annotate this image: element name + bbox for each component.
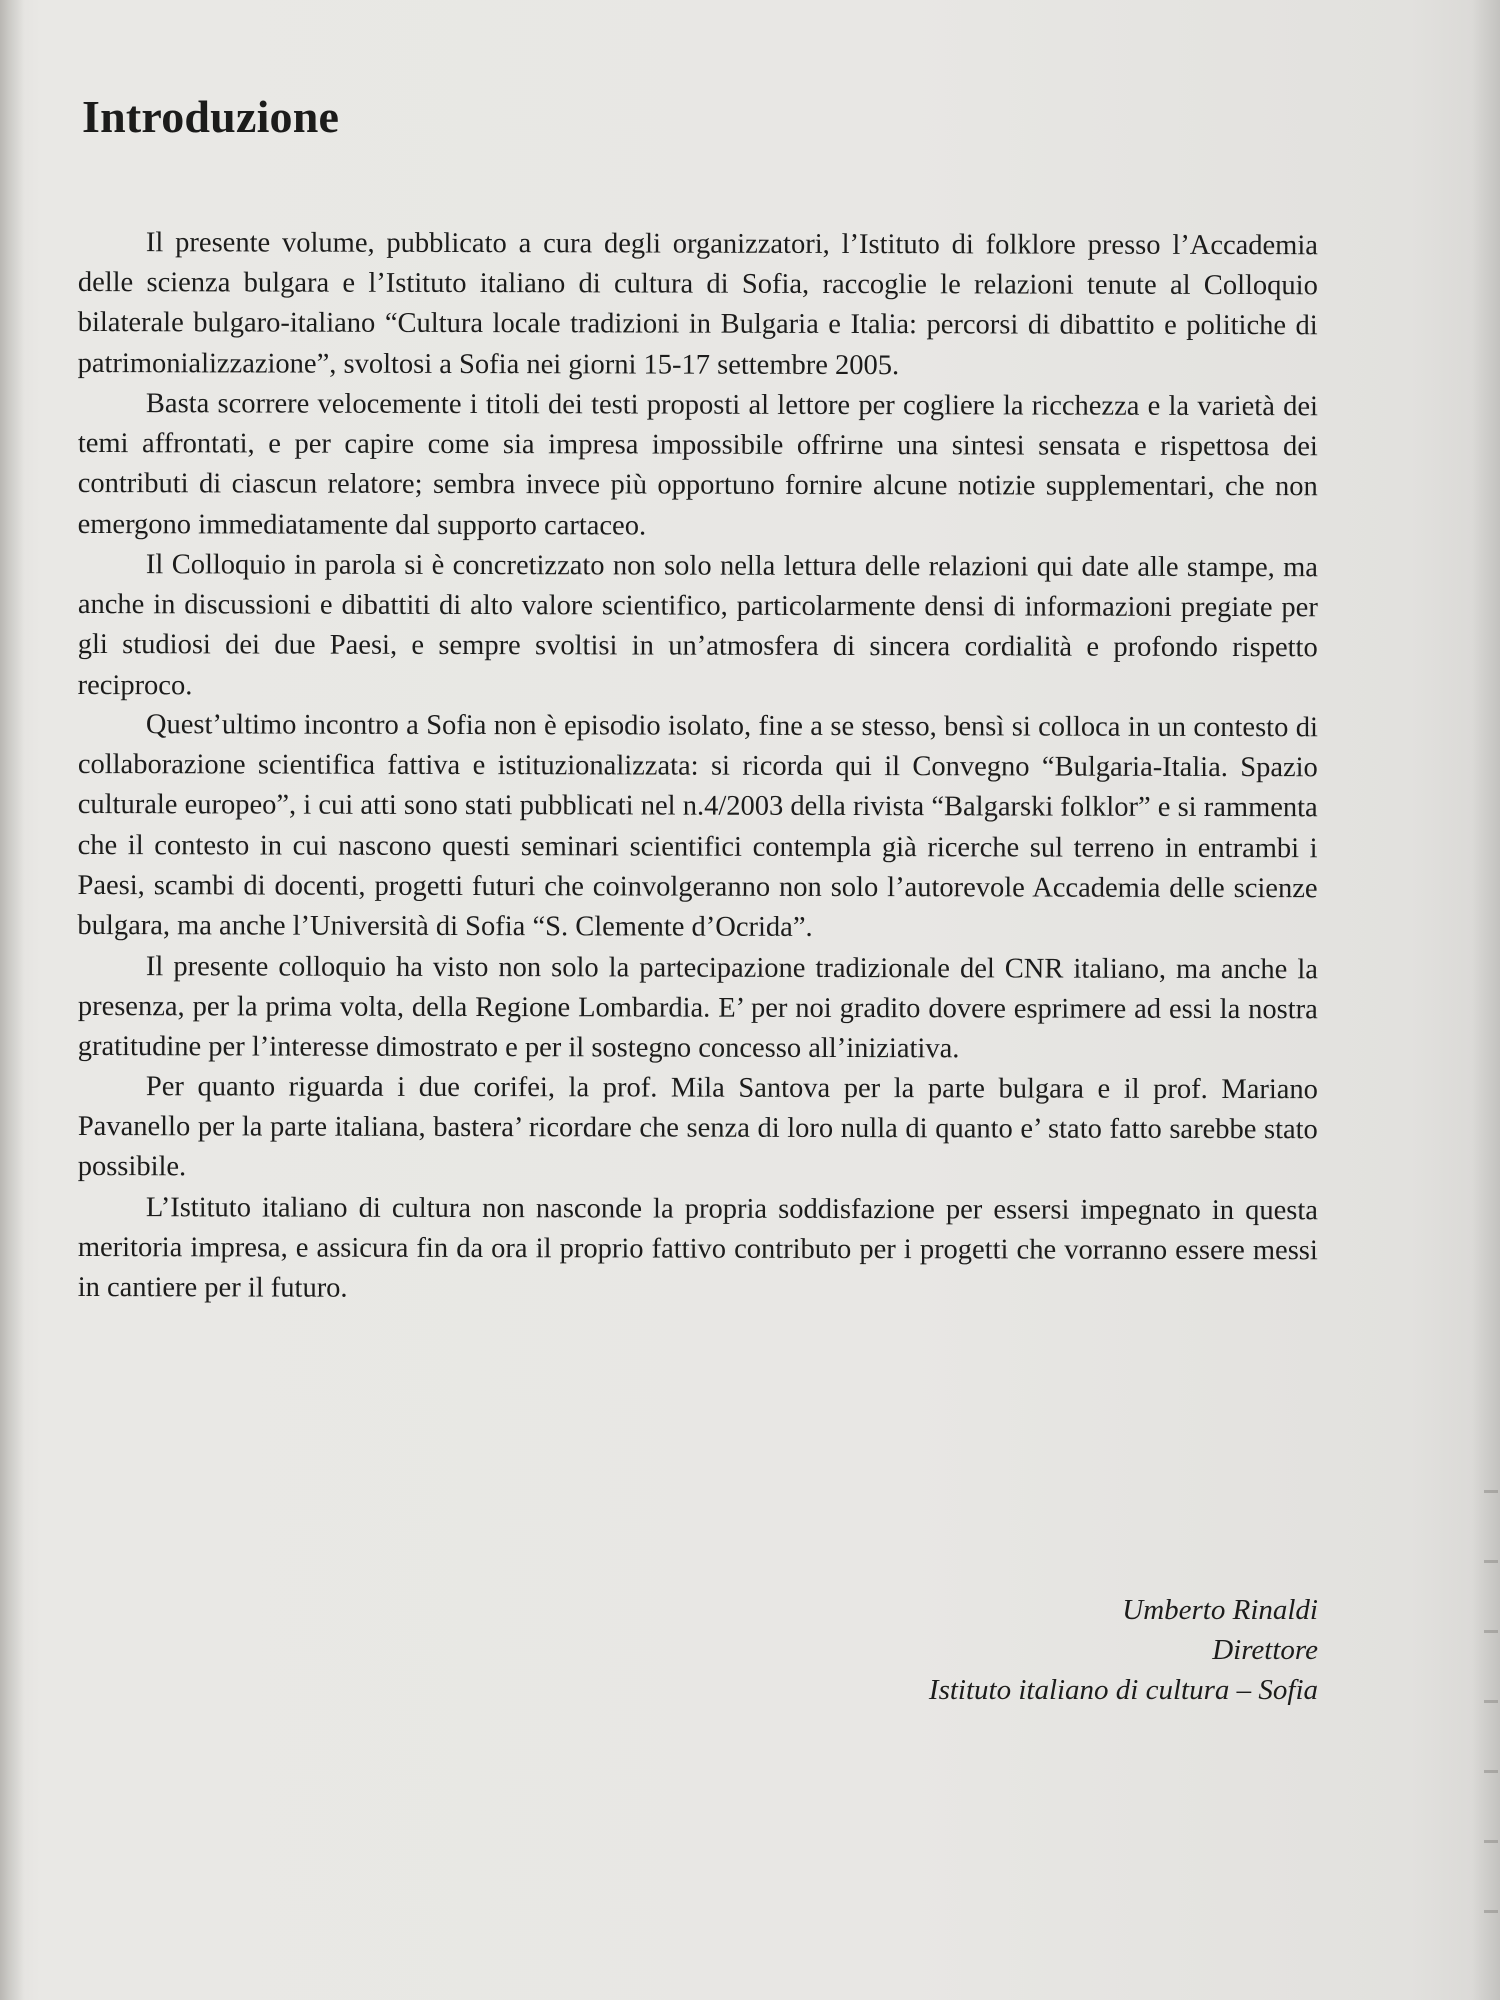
edge-mark	[1484, 1560, 1498, 1563]
edge-mark	[1484, 1840, 1498, 1843]
paragraph-7: L’Istituto italiano di cultura non nasconde la propria soddisfazione per essersi impegnato in questa meritoria impresa, e assicura fin da ora il proprio fattivo contributo per i progetti che vorranno essere messi in cantiere per il futuro.	[77, 1192, 1318, 1304]
edge-mark	[1484, 1490, 1498, 1493]
edge-mark	[1484, 1630, 1498, 1633]
paragraph-4: Quest’ultimo incontro a Sofia non è episodio isolato, fine a se stesso, bensì si colloca in un contesto di collaborazione scientifica fattiva e istituzionalizzata: si ricorda qui il Convegno “Bulgaria-Italia. Spazio culturale europeo”, i cui atti sono stati pubblicati nel n.4/2003 della rivista “Balgarski folklor” e si rammenta che il contesto in cui nascono questi seminari scientifici contempla già ricerche sul terreno in entrambi i Paesi, scambi di docenti, progetti futuri che coinvolgeranno non solo l’autorevole Accademia delle scienze bulgara, ma anche l’Università di Sofia “S. Clemente d’Ocrida”.	[77, 709, 1318, 944]
paragraph-1: Il presente volume, pubblicato a cura degli organizzatori, l’Istituto di folklore presso l’Accademia delle scienza bulgara e l’Istituto italiano di cultura di Sofia, raccoglie le relazioni tenute al Colloquio bilaterale bulgaro-italiano “Cultura locale tradizioni in Bulgaria e Italia: percorsi di dibattito e politiche di patrimonializzazione”, svoltosi a Sofia nei giorni 15-17 settembre 2005.	[77, 227, 1318, 381]
edge-mark	[1484, 1910, 1498, 1913]
page-left-gutter	[0, 0, 24, 2000]
signature-block	[929, 1590, 1318, 1710]
edge-mark	[1484, 1770, 1498, 1773]
signature-institution: Istituto italiano di cultura – Sofia	[928, 1674, 1318, 1706]
edge-mark	[1484, 1700, 1498, 1703]
paragraph-2: Basta scorrere velocemente i titoli dei testi proposti al lettore per cogliere la ricchezza e la varietà dei temi affrontati, e per capire come sia impresa impossibile offrirne una sintesi sensata e rispettosa dei contributi di ciascun relatore; sembra invece più opportuno fornire alcune notizie supplementari, che non emergono immediatamente dal supporto cartaceo.	[77, 387, 1318, 541]
page-right-edge	[1472, 0, 1500, 2000]
signature-role: Direttore	[1212, 1634, 1318, 1666]
paragraph-3: Il Colloquio in parola si è concretizzato non solo nella lettura delle relazioni qui date alle stampe, ma anche in discussioni e dibattiti di alto valore scientifico, particolarmente densi di informazioni pregiate per gli studiosi dei due Paesi, e sempre svoltisi in un’atmosfera di sincera cordialità e profondo rispetto reciproco.	[77, 548, 1318, 701]
paragraph-6: Per quanto riguarda i due corifei, la prof. Mila Santova per la parte bulgara e il prof. Mariano Pavanello per la parte italiana, bastera’ ricordare che senza di loro nulla di quanto e’ stato fatto sarebbe stato possibile.	[77, 1071, 1318, 1183]
paragraph-5: Il presente colloquio ha visto non solo la partecipazione tradizionale del CNR italiano, ma anche la presenza, per la prima volta, della Regione Lombardia. E’ per noi gradito dovere esprimere ad essi la nostra gratitudine per l’interesse dimostrato e per il sostegno concesso all’iniziativa.	[77, 950, 1318, 1065]
signature-name: Umberto Rinaldi	[1122, 1594, 1318, 1626]
page-content	[77, 90, 1318, 1706]
page-title: Introduzione	[82, 91, 340, 142]
